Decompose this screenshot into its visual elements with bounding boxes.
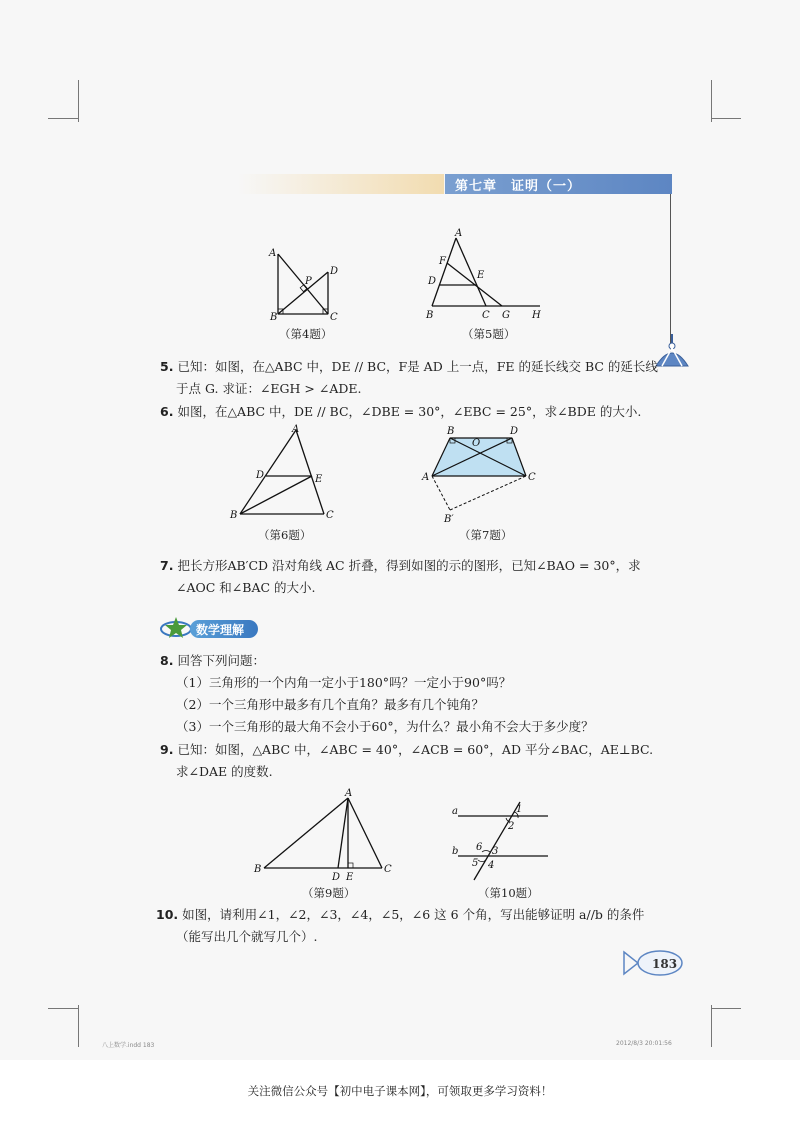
- crop-mark: [711, 1005, 712, 1047]
- fig5-label-f: F: [439, 256, 446, 267]
- compass-icon: [652, 330, 692, 370]
- page-number: 183: [652, 957, 678, 971]
- fig5-label-h: H: [532, 310, 541, 321]
- fig5-label-b: B: [426, 310, 434, 321]
- fig10-label-b: b: [452, 846, 459, 857]
- side-divider: [670, 194, 671, 352]
- star-icon: [160, 615, 192, 641]
- fig6-label-e: E: [315, 474, 323, 485]
- problem-8-line1: [160, 652, 265, 670]
- fig10-angle-1: 1: [516, 804, 523, 815]
- fig10-angle-6: 6: [476, 842, 483, 853]
- problem-10-line2: （能写出几个就写几个）.: [176, 929, 318, 944]
- problem-8-sub2: （2）一个三角形中最多有几个直角？最多有几个钝角？: [176, 697, 484, 712]
- fig10-angle-2: 2: [508, 821, 515, 832]
- fig7-label-c: C: [528, 472, 536, 483]
- fig7-caption: （第7题）: [459, 528, 513, 542]
- fig10-label-a: a: [452, 806, 458, 817]
- fig9-label-e: E: [346, 872, 354, 883]
- fig5-label-a: A: [455, 228, 463, 239]
- fig6-label-a: A: [292, 424, 300, 435]
- fig6-label-b: B: [230, 510, 238, 521]
- crop-mark: [48, 1008, 78, 1009]
- fig7-label-o: O: [472, 438, 481, 449]
- problem-5-line2: 于点 G. 求证：∠EGH > ∠ADE.: [176, 381, 362, 396]
- problem-8-sub3: （3）一个三角形的最大角不会小于60°，为什么？最小角不会大于多少度？: [176, 719, 594, 734]
- footer-left: 八上数学.indd 183: [102, 1042, 155, 1049]
- figure-9: [250, 790, 400, 884]
- fig7-label-b: B: [447, 426, 455, 437]
- crop-mark: [711, 1008, 741, 1009]
- chapter-title: 第七章 证明（一）: [455, 179, 582, 194]
- fig4-label-p: P: [305, 276, 312, 287]
- fig5-caption: （第5题）: [462, 327, 516, 341]
- problem-7-text1: 把长方形AB′CD 沿对角线 AC 折叠，得到如图的示的图形，已知∠BAO = 30°，求: [177, 558, 641, 573]
- fig9-label-a: A: [345, 788, 353, 799]
- crop-mark: [78, 80, 79, 122]
- problem-9-text1: 已知：如图，△ABC 中，∠ABC = 40°，∠ACB = 60°，AD 平分∠BAC，AE⊥BC.: [177, 742, 654, 757]
- fig5-label-e: E: [477, 270, 485, 281]
- problem-10-line1: [156, 906, 644, 924]
- fig7-label-d: D: [510, 426, 519, 437]
- problem-8-text1: 回答下列问题：: [177, 653, 265, 668]
- problem-7-number: 7.: [160, 558, 174, 573]
- problem-7-line2: ∠AOC 和∠BAC 的大小.: [176, 580, 316, 595]
- fig6-caption: （第6题）: [258, 528, 312, 542]
- bottom-note: 关注微信公众号【初中电子课本网】，可领取更多学习资料！: [247, 1084, 553, 1098]
- fig5-label-d: D: [428, 276, 437, 287]
- figure-5: [422, 228, 552, 324]
- problem-10-number: 10.: [156, 907, 179, 922]
- figure-6: [226, 424, 346, 524]
- fig10-angle-3: 3: [492, 846, 499, 857]
- crop-mark: [78, 1005, 79, 1047]
- fig6-label-d: D: [256, 470, 265, 481]
- figure-7: [418, 424, 538, 524]
- fig7-label-a: A: [422, 472, 430, 483]
- fig4-caption: （第4题）: [279, 327, 333, 341]
- problem-5-line1: [160, 358, 658, 376]
- fig6-label-c: C: [326, 510, 334, 521]
- fig4-label-a: A: [269, 248, 277, 259]
- fig10-caption: （第10题）: [478, 886, 539, 900]
- problem-9-line2: 求∠DAE 的度数.: [176, 764, 273, 779]
- fig5-label-c: C: [482, 310, 490, 321]
- problem-5-text1: 已知：如图，在△ABC 中，DE // BC，F是 AD 上一点，FE 的延长线交 BC 的延长线: [177, 359, 658, 374]
- crop-mark: [711, 80, 712, 122]
- fig9-label-d: D: [332, 872, 341, 883]
- fig4-label-c: C: [330, 312, 338, 323]
- problem-6-line1: [160, 403, 641, 421]
- figure-10: [446, 800, 556, 886]
- problem-9-number: 9.: [160, 742, 174, 757]
- problem-6-number: 6.: [160, 404, 174, 419]
- fig10-angle-4: 4: [488, 860, 495, 871]
- problem-8-sub1: （1）三角形的一个内角一定小于180°吗？一定小于90°吗？: [176, 675, 512, 690]
- problem-7-line1: [160, 557, 641, 575]
- crop-mark: [48, 118, 78, 119]
- fig9-caption: （第9题）: [302, 886, 356, 900]
- header-gradient: [238, 174, 444, 194]
- fig4-label-b: B: [270, 312, 278, 323]
- problem-9-line1: [160, 741, 653, 759]
- figure-4: [262, 248, 346, 328]
- section-label: 数学理解: [196, 623, 245, 637]
- fig9-label-b: B: [254, 864, 262, 875]
- fig9-label-c: C: [384, 864, 392, 875]
- fig5-label-g: G: [502, 310, 510, 321]
- fig10-angle-5: 5: [472, 858, 479, 869]
- fig4-label-d: D: [330, 266, 339, 277]
- problem-5-number: 5.: [160, 359, 174, 374]
- footer-right: 2012/8/3 20:01:56: [616, 1040, 672, 1047]
- problem-6-text1: 如图，在△ABC 中，DE // BC，∠DBE = 30°，∠EBC = 25°，求∠BDE 的大小.: [177, 404, 642, 419]
- problem-10-text1: 如图，请利用∠1，∠2，∠3，∠4，∠5，∠6 这 6 个角，写出能够证明 a//b 的条件: [182, 907, 645, 922]
- problem-8-number: 8.: [160, 653, 174, 668]
- crop-mark: [711, 118, 741, 119]
- fig7-label-b-prime: B′: [444, 514, 454, 525]
